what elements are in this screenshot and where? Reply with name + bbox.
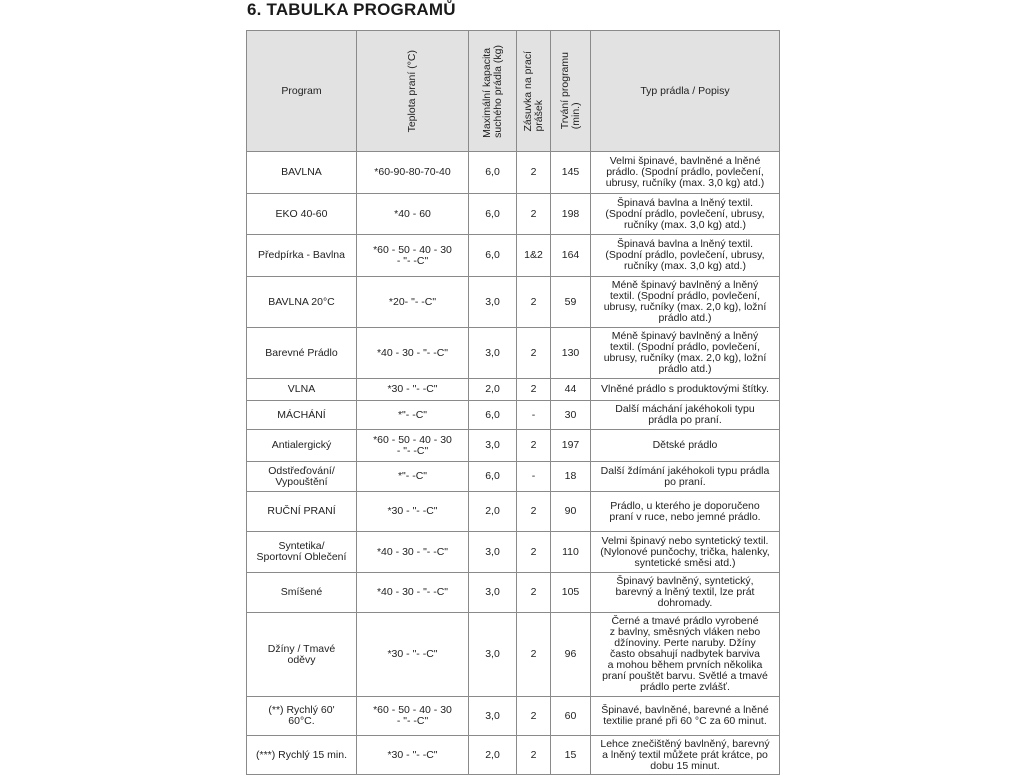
description-text: Prádlo, u kterého je doporučeno praní v ruce, nebo jemné prádlo. [609,499,761,523]
cell-program [247,462,357,492]
description-text: Dětské prádlo [652,439,718,451]
cell-program: BAVLNA [247,152,357,194]
cell-description [591,736,780,775]
cell-duration: 60 [551,697,591,736]
cell-temperature: *30 - "- -C" [357,379,469,401]
table-row [247,152,780,194]
description-text: Špinavá bavlna a lněný textil. (Spodní prádlo, povlečení, ubrusy, ručníky (max. 3,0 kg) atd.) [605,238,765,272]
cell-description [591,492,780,532]
cell-temperature: *20- "- -C" [357,277,469,328]
cell-temperature [357,235,469,277]
header-temperature-label: Teplota praní (°C) [406,49,418,133]
cell-program: BAVLNA 20°C [247,277,357,328]
cell-capacity: 2,0 [469,379,517,401]
cell-capacity: 3,0 [469,697,517,736]
cell-description [591,277,780,328]
cell-program: Smíšené [247,573,357,613]
cell-duration: 90 [551,492,591,532]
cell-duration: 59 [551,277,591,328]
cell-program [247,697,357,736]
cell-program: RUČNÍ PRANÍ [247,492,357,532]
cell-program: Antialergický [247,430,357,462]
cell-description [591,328,780,379]
header-program-label: Program [281,84,322,97]
cell-duration: 110 [551,532,591,573]
table-row [247,697,780,736]
table-row [247,736,780,775]
cell-drawer: 2 [517,379,551,401]
cell-temperature: *60-90-80-70-40 [357,152,469,194]
cell-temperature [357,430,469,462]
cell-drawer: - [517,462,551,492]
description-text: Další ždímání jakéhokoli typu prádla po praní. [600,464,770,488]
table-row [247,532,780,573]
table-header-row [247,31,780,152]
description-text: Špinavý bavlněný, syntetický, barevný a lněný textil, lze prát dohromady. [615,575,755,609]
cell-program [247,532,357,573]
cell-capacity: 3,0 [469,430,517,462]
description-text: Lehce znečištěný bavlněný, barevný a lněný textil můžete prát krátce, po dobu 15 minut. [600,737,770,772]
cell-temperature: *30 - "- -C" [357,613,469,697]
cell-temperature: *"- -C" [357,462,469,492]
cell-temperature: *30 - "- -C" [357,736,469,775]
cell-temperature: *40 - 60 [357,194,469,235]
cell-temperature: *40 - 30 - "- -C" [357,573,469,613]
cell-temperature: *30 - "- -C" [357,492,469,532]
cell-capacity: 3,0 [469,277,517,328]
table-row [247,573,780,613]
cell-capacity: 3,0 [469,573,517,613]
description-text: Vlněné prádlo s produktovými štítky. [601,383,769,395]
header-temperature [357,31,469,152]
cell-program: VLNA [247,379,357,401]
page-title: 6. TABULKA PROGRAMŮ [247,0,456,19]
cell-drawer: 2 [517,152,551,194]
table-row [247,492,780,532]
cell-description [591,462,780,492]
cell-temperature: *40 - 30 - "- -C" [357,328,469,379]
table-row [247,277,780,328]
description-text: Méně špinavý bavlněný a lněný textil. (Spodní prádlo, povlečení, ubrusy, ručníky (max. 2,0 kg), ložní prádlo atd.) [603,330,767,375]
cell-duration: 18 [551,462,591,492]
description-text: Velmi špinavý nebo syntetický textil. (Nylonové punčochy, trička, halenky, syntetické směsi atd.) [600,534,770,569]
cell-capacity: 6,0 [469,235,517,277]
cell-drawer: 2 [517,573,551,613]
cell-capacity: 6,0 [469,152,517,194]
program-table [246,30,780,775]
header-drawer [517,31,551,152]
cell-duration: 130 [551,328,591,379]
table-row [247,328,780,379]
cell-description [591,401,780,430]
cell-drawer: 1&2 [517,235,551,277]
header-drawer-label: Zásuvka na prací prášek [521,50,545,132]
cell-program: MÁCHÁNÍ [247,401,357,430]
cell-description [591,573,780,613]
cell-capacity: 6,0 [469,194,517,235]
temperature-text: *60 - 50 - 40 - 30 - "- -C" [373,433,452,457]
cell-duration: 197 [551,430,591,462]
cell-description [591,379,780,401]
cell-description [591,613,780,697]
cell-capacity: 6,0 [469,401,517,430]
cell-duration: 198 [551,194,591,235]
cell-program: Barevné Prádlo [247,328,357,379]
header-capacity-label: Maximální kapacita suchého prádla (kg) [480,44,504,138]
table-row [247,462,780,492]
cell-duration: 44 [551,379,591,401]
cell-duration: 96 [551,613,591,697]
description-text: Velmi špinavé, bavlněné a lněné prádlo. (Spodní prádlo, povlečení, ubrusy, ručníky (max. 3,0 kg) atd.) [605,155,765,189]
cell-description [591,430,780,462]
description-text: Špinavé, bavlněné, barevné a lněné textilie prané při 60 °C za 60 minut. [601,704,769,727]
cell-temperature: *"- -C" [357,401,469,430]
cell-temperature: *40 - 30 - "- -C" [357,532,469,573]
cell-duration: 105 [551,573,591,613]
cell-duration: 15 [551,736,591,775]
description-text: Špinavá bavlna a lněný textil. (Spodní prádlo, povlečení, ubrusy, ručníky (max. 3,0 kg) atd.) [605,196,765,231]
cell-drawer: 2 [517,532,551,573]
temperature-text: *60 - 50 - 40 - 30 - "- -C" [373,243,452,267]
cell-drawer: 2 [517,697,551,736]
description-text: Méně špinavý bavlněný a lněný textil. (Spodní prádlo, povlečení, ubrusy, ručníky (max. 2,0 kg), ložní prádlo atd.) [603,279,767,324]
program-text: (**) Rychlý 60' 60°C. [268,704,335,727]
header-duration-label: Trvání programu (min.) [558,52,582,130]
cell-duration: 30 [551,401,591,430]
header-duration [551,31,591,152]
header-description [591,31,780,152]
cell-capacity: 6,0 [469,462,517,492]
cell-program: Předpírka - Bavlna [247,235,357,277]
description-text: Další máchání jakéhokoli typu prádla po praní. [615,403,755,426]
table-row [247,430,780,462]
cell-description [591,194,780,235]
cell-program: (***) Rychlý 15 min. [247,736,357,775]
cell-program: EKO 40-60 [247,194,357,235]
program-text: Syntetika/ Sportovní Oblečení [256,540,347,563]
cell-drawer: 2 [517,430,551,462]
cell-drawer: 2 [517,194,551,235]
cell-capacity: 3,0 [469,613,517,697]
cell-drawer: 2 [517,492,551,532]
cell-description [591,235,780,277]
cell-duration: 164 [551,235,591,277]
cell-program [247,613,357,697]
header-description-label: Typ prádla / Popisy [640,84,730,97]
cell-drawer: - [517,401,551,430]
cell-capacity: 2,0 [469,736,517,775]
table-row [247,379,780,401]
cell-drawer: 2 [517,736,551,775]
header-program [247,31,357,152]
table-row [247,401,780,430]
header-capacity [469,31,517,152]
table-row [247,194,780,235]
program-text: Džíny / Tmavé oděvy [267,642,336,666]
cell-description [591,532,780,573]
cell-capacity: 3,0 [469,532,517,573]
cell-description [591,697,780,736]
cell-duration: 145 [551,152,591,194]
cell-temperature [357,697,469,736]
cell-drawer: 2 [517,328,551,379]
cell-drawer: 2 [517,613,551,697]
table-row [247,235,780,277]
description-text: Černé a tmavé prádlo vyrobené z bavlny, směsných vláken nebo džínoviny. Perte naruby. Džíny často obsahují nadbytek barviva a mohou během prvních několika praní pouštět barvu. Světlé a tmavé prádlo perte zvlášť. [602,615,768,693]
cell-description [591,152,780,194]
table-row [247,613,780,697]
cell-drawer: 2 [517,277,551,328]
program-text: Odstřeďování/ Vypouštění [268,464,335,488]
cell-capacity: 3,0 [469,328,517,379]
cell-capacity: 2,0 [469,492,517,532]
temperature-text: *60 - 50 - 40 - 30 - "- -C" [373,704,452,727]
